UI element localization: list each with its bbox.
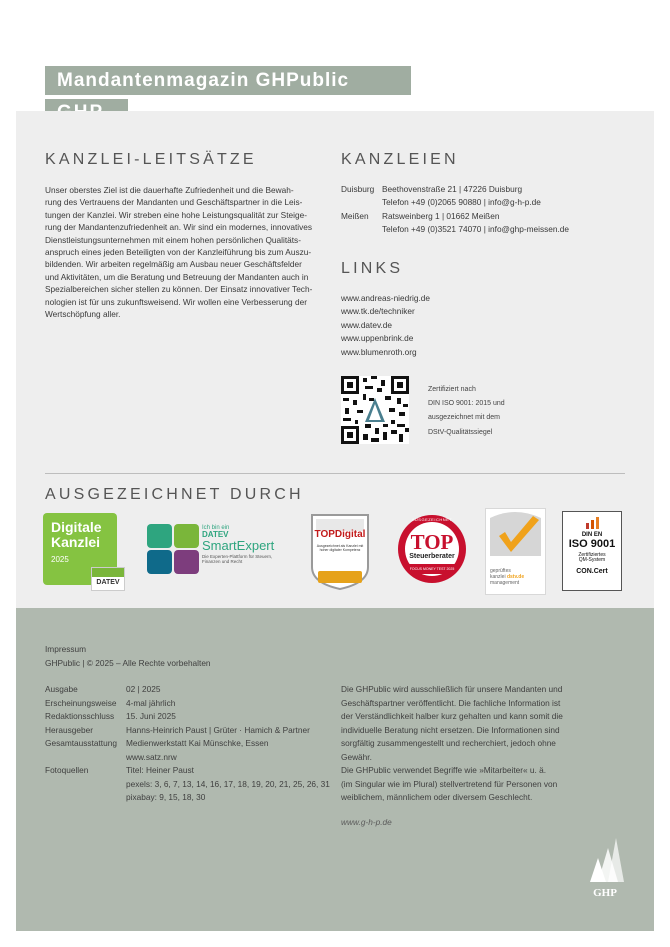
leitsaetze-line: tungen der Kanzlei. Wir streben eine hohe Leistungsqualität zur Steige- <box>45 209 307 220</box>
kanzleien-heading: KANZLEIEN <box>341 151 459 168</box>
certification-line: ausgezeichnet mit dem <box>428 414 500 422</box>
top-steuerberater-sub: Steuerberater <box>409 553 455 560</box>
impressum-copyright: GHPublic | © 2025 – Alle Rechte vorbehalten <box>45 657 211 668</box>
disclaimer-line: der Verständlichkeit halber kurz gehalten und kann somit die <box>341 711 563 721</box>
office-meissen <box>341 210 631 223</box>
iso-l1: DIN EN <box>581 532 603 538</box>
office-city: Duisburg <box>341 184 375 194</box>
geprueft-line1: geprüftes <box>490 568 511 574</box>
topdigital-sub1: Ausgezeichnet als Kanzlei mit <box>316 544 364 548</box>
certification-line: Zertifiziert nach <box>428 386 476 393</box>
smartexpert-name: SmartExpert <box>202 538 275 553</box>
iso-9001-badge <box>562 511 622 591</box>
disclaimer-line: Die GHPublic wird ausschließlich für unsere Mandanten und <box>341 684 563 694</box>
iso-bars-icon <box>586 517 600 529</box>
topdigital-badge <box>306 511 374 591</box>
magazine-title-banner: Mandantenmagazin GHPublic <box>45 66 411 95</box>
geprueft-line3: management <box>490 580 520 586</box>
digitale-kanzlei-badge <box>43 513 127 591</box>
smartexpert-sub1: Die Experten-Plattform für Steuern, <box>202 554 273 559</box>
impressum-row: Fotoquellen Titel: Heiner Paust <box>45 765 194 775</box>
qr-code-graphic <box>341 376 409 444</box>
disclaimer-line: Gewähr. <box>341 751 372 762</box>
iso-l3: Zertifiziertes <box>578 552 606 558</box>
leitsaetze-line: Dienstleistungsunternehmen mit einem hohen persönlichen Qualitäts- <box>45 234 301 245</box>
iso-l4: QM-System <box>578 557 606 563</box>
awards-heading: AUSGEZEICHNET DURCH <box>45 486 304 503</box>
impressum-title: Impressum <box>45 644 87 654</box>
smartexpert-top: Ich bin ein <box>202 525 230 531</box>
link-item[interactable]: www.blumenroth.org <box>341 346 417 357</box>
top-steuerberater-ring-text: AUSGEZEICHNET <box>411 517 453 522</box>
section-divider <box>45 473 625 474</box>
office-address: Beethovenstraße 21 | 47226 Duisburg <box>382 184 523 194</box>
digitale-year: 2025 <box>51 555 69 564</box>
geprueftes-kanzleimanagement-badge <box>485 508 546 595</box>
impressum-details <box>45 683 335 805</box>
smartexpert-sub2: Finanzen und Recht <box>202 558 243 564</box>
impressum-row: Redaktionsschluss 15. Juni 2025 <box>45 711 176 721</box>
top-steuerberater-big: TOP <box>410 530 454 554</box>
leitsaetze-line: Unser oberstes Ziel ist die dauerhafte Zufriedenheit und die Bewah- <box>45 185 294 195</box>
geprueft-line2: kanzlei <box>490 574 506 580</box>
impressum-header <box>45 643 211 670</box>
impressum-row: Herausgeber Hanns-Heinrich Paust | Grüter · Hamich & Partner <box>45 724 310 735</box>
office-city: Meißen <box>341 210 369 221</box>
link-item[interactable]: www.tk.de/techniker <box>341 306 415 317</box>
topdigital-stars: ★★★★★ <box>318 558 362 568</box>
link-list <box>341 292 430 359</box>
smartexpert-logo-icon <box>147 524 199 574</box>
certification-line: DStV-Qualitätssiegel <box>428 428 493 436</box>
office-contact[interactable]: Telefon +49 (0)2065 90880 | info@g-h-p.de <box>382 197 541 208</box>
office-contact[interactable]: Telefon +49 (0)3521 74070 | info@ghp-meissen.de <box>382 223 570 234</box>
qr-code <box>341 376 409 444</box>
disclaimer-line: sorgfältig zusammengestellt und recherchiert, jedoch ohne <box>341 738 556 748</box>
ghp-logo-text: GHP <box>593 887 617 899</box>
iso-l2: ISO 9001 <box>568 538 616 550</box>
top-steuerberater-badge <box>397 514 467 584</box>
link-item[interactable]: www.uppenbrink.de <box>341 333 414 344</box>
office-list <box>341 183 631 236</box>
impressum-row: Erscheinungsweise 4-mal jährlich <box>45 697 176 708</box>
leitsaetze-line: nologien ist für uns zukunftsweisend. Wir wollen eine Verbesserung der <box>45 296 307 307</box>
smartexpert-brand: DATEV <box>202 530 229 539</box>
link-item[interactable]: www.datev.de <box>341 319 393 330</box>
impressum-row: Ausgabe 02 | 2025 <box>45 684 161 694</box>
topdigital-sub2: hoher digitaler Kompetenz <box>319 548 361 552</box>
office-address: Ratsweinberg 1 | 01662 Meißen <box>382 210 500 221</box>
leitsaetze-text <box>45 184 330 320</box>
impressum-row <box>45 751 335 765</box>
certification-line: DIN ISO 9001: 2015 und <box>428 400 505 408</box>
impressum-row: pixabay: 9, 15, 18, 30 <box>126 792 206 802</box>
digitale-title: Digitale <box>51 519 102 535</box>
datev-logo-text: DATEV <box>96 579 120 586</box>
leitsaetze-line: anspruch eines jeden Beteiligten von der Kanzleiführung bis zum Auszu- <box>45 247 312 258</box>
disclaimer-line: individuelle Beratung nicht ersetzen. Die Informationen sind <box>341 724 560 735</box>
office-duisburg <box>341 183 631 196</box>
link-item[interactable]: www.andreas-niedrig.de <box>341 293 431 303</box>
impressum-row: Gesamtausstattung Medienwerkstatt Kai Münschke, Essen <box>45 738 269 748</box>
disclaimer-line: (im Singular wie im Plural) stellvertretend für Personen von <box>341 778 558 789</box>
kanzlei-title: Kanzlei <box>51 534 101 550</box>
certification-text <box>428 383 505 440</box>
top-steuerberater-band: FOCUS MONEY TEST 2025 <box>409 567 455 571</box>
office-duisburg-contact <box>341 196 631 209</box>
disclaimer-line: Die GHPublic verwendet Begriffe wie »Mitarbeiter« u. ä. <box>341 765 547 775</box>
impressum-row: pexels: 3, 6, 7, 13, 14, 16, 17, 18, 19, 20, 21, 25, 26, 31 <box>126 778 330 789</box>
leitsaetze-heading: KANZLEI-LEITSÄTZE <box>45 151 257 168</box>
leitsaetze-line: und Aktivitäten, um die Beratung und Betreuung der Mandanten auch in <box>45 271 309 282</box>
geprueft-tag: dstv.de <box>506 574 525 580</box>
ghp-logo <box>584 836 626 900</box>
impressum-link[interactable]: www.satz.nrw <box>126 751 177 762</box>
links-heading: LINKS <box>341 260 404 277</box>
topdigital-title: TOPDigital <box>314 529 366 540</box>
leitsaetze-line: Spezialbereichen sicher stellen zu können. Der Einsatz innovativer Tech- <box>45 284 313 295</box>
leitsaetze-line: Wertschöpfung aller. <box>45 309 121 320</box>
disclaimer-line: Geschäftspartner veröffentlicht. Die fachliche Information ist <box>341 697 561 708</box>
website-link[interactable]: www.g-h-p.de <box>341 816 392 827</box>
smartexpert-badge <box>147 521 287 577</box>
impressum-disclaimer <box>341 683 587 829</box>
leitsaetze-line: bildenden. Wir arbeiten regelmäßig am Ausbau neuer Geschäftsfelder <box>45 259 302 270</box>
checkmark-seal-icon <box>485 510 546 566</box>
disclaimer-line: weiblichem, männlichem oder diversem Geschlecht. <box>341 792 533 802</box>
iso-l5: CON.Cert <box>576 568 608 575</box>
ghp-logo-icon <box>584 836 626 884</box>
office-meissen-contact <box>341 223 631 236</box>
leitsaetze-line: rung der Mandantenzufriedenheit an. Wir sind ein modernes, innovatives <box>45 222 313 233</box>
leitsaetze-line: rung des Vertrauens der Mandanten und Geschäftspartner in die Leis- <box>45 197 303 208</box>
